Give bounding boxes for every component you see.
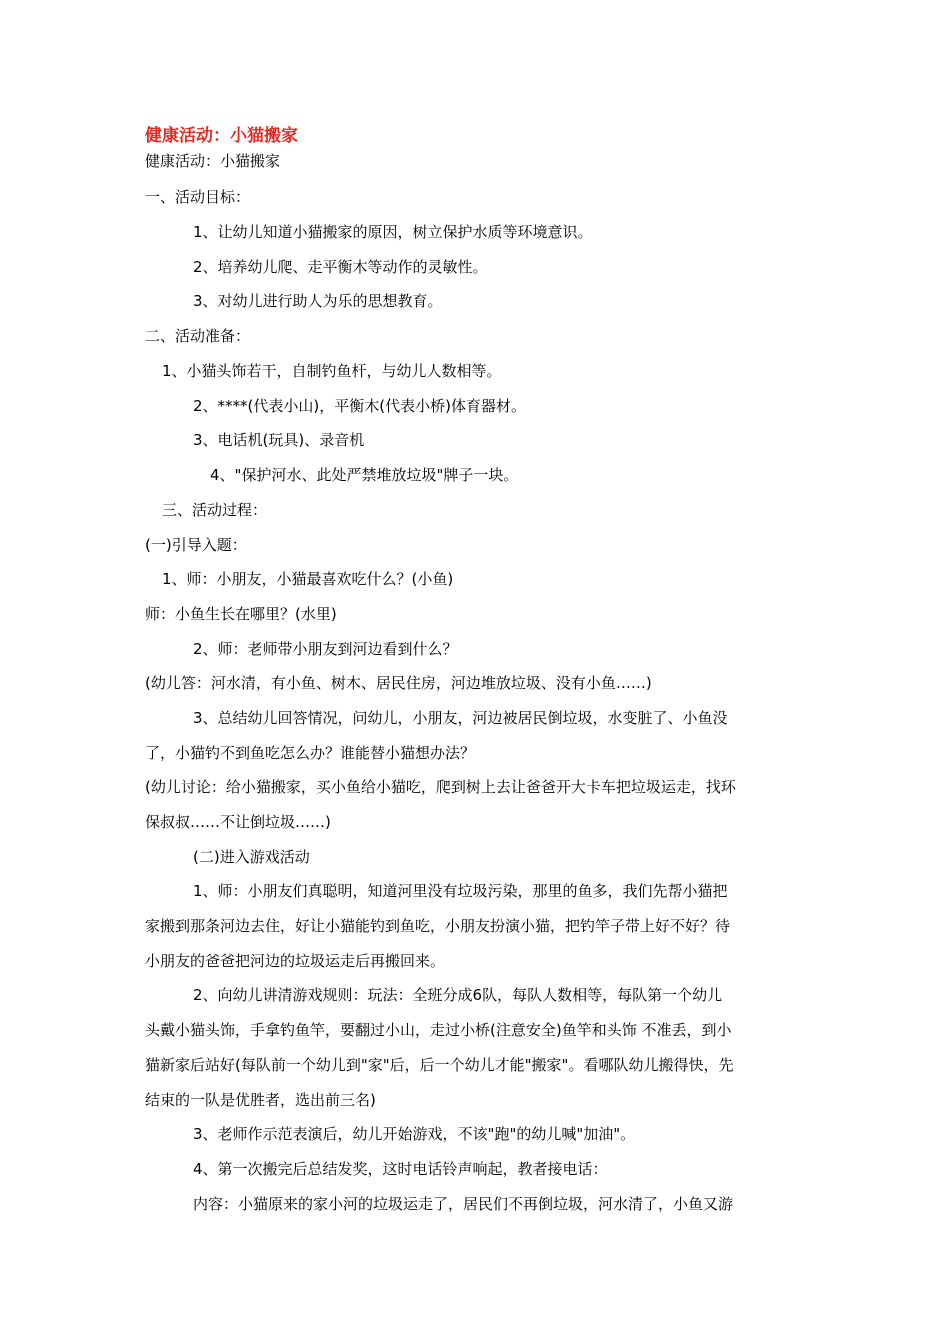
body-line: (二)进入游戏活动: [193, 848, 310, 866]
body-line: 3、电话机(玩具)、录音机: [193, 431, 365, 449]
body-line: 头戴小猫头饰，手拿钓鱼竿，要翻过小山，走过小桥(注意安全)鱼竿和头饰 不准丢，到小: [145, 1021, 732, 1039]
body-line: 2、向幼儿讲清游戏规则：玩法：全班分成6队，每队人数相等，每队第一个幼儿: [193, 986, 723, 1004]
body-line: 3、对幼儿进行助人为乐的思想教育。: [193, 292, 443, 310]
body-line: 二、活动准备：: [145, 327, 251, 345]
body-line: 4、第一次搬完后总结发奖，这时电话铃声响起，教者接电话：: [193, 1160, 608, 1178]
body-line: 1、让幼儿知道小猫搬家的原因，树立保护水质等环境意识。: [193, 223, 593, 241]
body-line: 4、"保护河水、此处严禁堆放垃圾"牌子一块。: [210, 466, 519, 484]
document-title: 健康活动：小猫搬家: [145, 126, 298, 146]
body-line: 猫新家后站好(每队前一个幼儿到"家"后，后一个幼儿才能"搬家"。看哪队幼儿搬得快，先: [145, 1056, 734, 1074]
body-line: (一)引导入题：: [145, 536, 247, 554]
body-line: 1、小猫头饰若干，自制钓鱼杆，与幼儿人数相等。: [162, 362, 502, 380]
body-line: 1、师：小朋友，小猫最喜欢吃什么？(小鱼): [162, 570, 454, 588]
body-line: 2、培养幼儿爬、走平衡木等动作的灵敏性。: [193, 258, 488, 276]
body-line: 结束的一队是优胜者，选出前三名): [145, 1091, 376, 1109]
body-line: 家搬到那条河边去住，好让小猫能钓到鱼吃，小朋友扮演小猫，把钓竿子带上好不好？待: [145, 917, 731, 935]
body-line: 3、总结幼儿回答情况，问幼儿，小朋友，河边被居民倒垃圾，水变脏了、小鱼没: [193, 709, 728, 727]
body-line: 保叔叔……不让倒垃圾……): [145, 813, 331, 831]
body-line: (幼儿答：河水清，有小鱼、树木、居民住房，河边堆放垃圾、没有小鱼……): [145, 674, 652, 692]
body-line: 健康活动：小猫搬家: [145, 152, 281, 170]
body-line: 小朋友的爸爸把河边的垃圾运走后再搬回来。: [145, 952, 446, 970]
body-line: 内容：小猫原来的家小河的垃圾运走了，居民们不再倒垃圾，河水清了，小鱼又游: [193, 1195, 734, 1213]
body-line: 2、****(代表小山)，平衡木(代表小桥)体育器材。: [193, 397, 526, 415]
body-line: 三、活动过程：: [162, 501, 268, 519]
body-line: 1、师：小朋友们真聪明，知道河里没有垃圾污染，那里的鱼多，我们先帮小猫把: [193, 882, 728, 900]
body-line: 一、活动目标：: [145, 188, 251, 206]
body-line: 师：小鱼生长在哪里？(水里): [145, 605, 337, 623]
body-line: 2、师：老师带小朋友到河边看到什么？: [193, 640, 458, 658]
body-line: (幼儿讨论：给小猫搬家，买小鱼给小猫吃，爬到树上去让爸爸开大卡车把垃圾运走，找环: [145, 778, 736, 796]
body-line: 了，小猫钓不到鱼吃怎么办？谁能替小猫想办法？: [145, 744, 476, 762]
body-line: 3、老师作示范表演后，幼儿开始游戏，不该"跑"的幼儿喊"加油"。: [193, 1125, 636, 1143]
